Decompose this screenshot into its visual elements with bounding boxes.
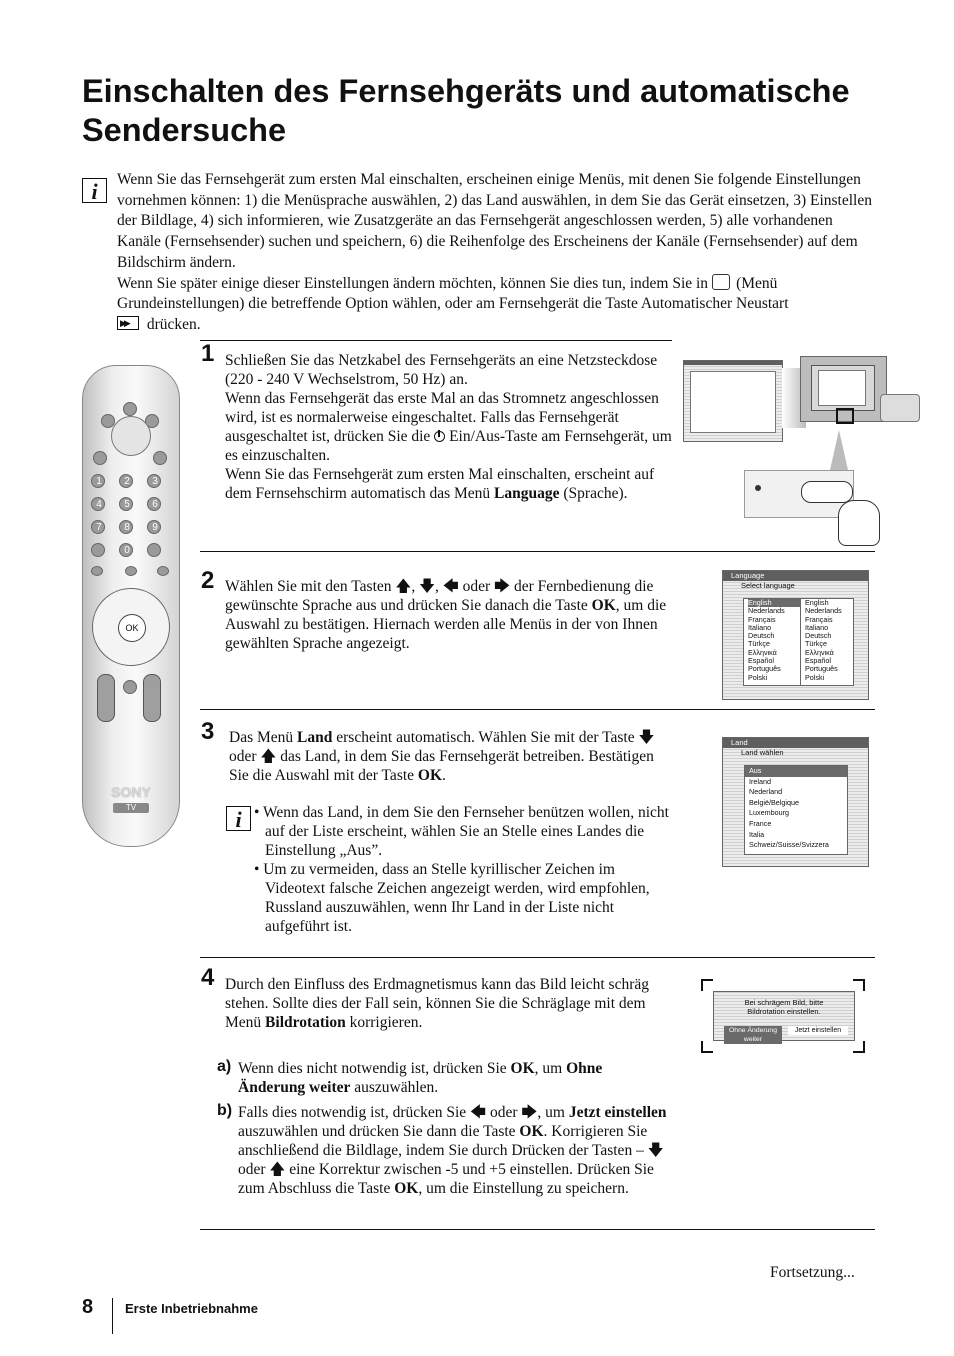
remote-ok-button: OK <box>118 614 146 642</box>
rotation-line-1: Bei schrägem Bild, bitte <box>744 998 824 1007</box>
language-item: Deutsch <box>748 631 775 641</box>
zoom-arrow-icon <box>830 430 848 470</box>
step-1-t2a: Wenn das Fernsehgerät das erste Mal an das Stromnetz angeschlossen wird, ist es normalerweise eingeschaltet. Falls das Fernsehgerät ausgeschaltet ist, drücken Sie die <box>225 390 659 445</box>
step-4a-text <box>238 1059 658 1097</box>
step-4b-8: , um die Einstellung zu speichern. <box>418 1180 629 1197</box>
language-menu-title: Language <box>723 571 868 581</box>
step-4b-text <box>238 1103 670 1198</box>
step-4b-ok2: OK <box>394 1180 419 1197</box>
footer-divider <box>112 1298 113 1334</box>
remote-volume-rocker <box>97 674 115 722</box>
step-2-t3: der Fernbedienung die gewünschte Sprache aus und drücken Sie danach die Taste <box>225 578 654 614</box>
land-item: België/Belgique <box>749 797 799 807</box>
step-1-t3a: Wenn Sie das Fernsehgerät zum ersten Mal einschalten, erscheint auf dem Fernsehschirm automatisch das Menü <box>225 466 655 502</box>
remote-tv-label: TV <box>113 803 149 813</box>
remote-number-key: 9 <box>147 520 161 534</box>
step-1-text <box>225 351 673 503</box>
arrow-down-icon: 🡇 <box>419 578 436 595</box>
step-4b-5: . Korrigieren Sie anschließend die Bildlage, indem Sie durch Drücken der Tasten – <box>238 1123 648 1159</box>
language-menu-subtitle: Select language <box>741 581 795 590</box>
land-menu-screen <box>722 737 869 867</box>
rotation-option-skip: Ohne Änderung weiter <box>724 1026 782 1044</box>
step-1-para-1: Schließen Sie das Netzkabel des Fernsehgeräts an eine Netzsteckdose (220 - 240 V Wechselstrom, 50 Hz) an. <box>225 352 658 388</box>
info-icon: i <box>82 178 107 203</box>
step-2-t1: Wählen Sie mit den Tasten <box>225 578 392 595</box>
language-item: Nederlands <box>748 606 785 616</box>
arrow-up-icon: 🡅 <box>269 1161 286 1178</box>
step-1-para-2 <box>225 389 673 465</box>
remote-number-key: 1 <box>91 474 105 488</box>
step-4b-7: eine Korrektur zwischen -5 und +5 einstellen. Drücken Sie zum Abschluss die Taste <box>238 1161 654 1197</box>
language-item: Français <box>748 614 776 624</box>
arrow-right-icon: 🡆 <box>521 1104 538 1121</box>
frame-corner <box>853 1041 865 1053</box>
info-icon: i <box>226 806 251 831</box>
remote-number-key: 7 <box>91 520 105 534</box>
arrow-left-icon: 🡄 <box>470 1104 487 1121</box>
step-4-text <box>225 975 673 1032</box>
remote-button <box>91 566 103 576</box>
step-4a-para <box>238 1059 658 1097</box>
section-name: Erste Inbetriebnahme <box>125 1301 258 1316</box>
page-title: Einschalten des Fernsehgeräts und automatische Sendersuche <box>82 73 850 148</box>
divider <box>200 1229 875 1230</box>
remote-button <box>123 680 137 694</box>
rotation-option-adjust: Jetzt einstellen <box>788 1026 848 1035</box>
step-4a-bold: Ohne Änderung weiter <box>238 1060 603 1096</box>
land-item: Luxembourg <box>749 808 789 818</box>
step-3-t5: . <box>442 767 446 784</box>
language-item: Español <box>748 656 774 666</box>
continued-note: Fortsetzung... <box>770 1264 855 1281</box>
language-item: Italiano <box>748 622 772 632</box>
land-menu-title: Land <box>723 738 868 748</box>
intro-p2b: (Menü Grundeinstellungen) die betreffende Option wählen, oder am Fernsehgerät die Taste Automatischer Neustart <box>117 274 789 313</box>
remote-button <box>147 543 161 557</box>
remote-button <box>153 451 167 465</box>
land-item: Italia <box>749 829 765 839</box>
power-icon <box>434 431 445 442</box>
language-item: Ελληνικά <box>805 647 834 657</box>
remote-button <box>93 451 107 465</box>
note-item: • Wenn das Land, in dem Sie den Fernseher benützen wollen, nicht auf der Liste erscheint, wählen Sie an Stelle eines Landes die Einstellung „Aus”. <box>254 804 669 859</box>
arrow-down-icon: 🡇 <box>638 729 655 746</box>
language-item: Nederlands <box>805 606 842 616</box>
step-4a-ok: OK <box>510 1060 535 1077</box>
land-item: Aus <box>745 766 847 777</box>
tv-screen <box>811 365 875 411</box>
remote-button <box>123 402 137 416</box>
frame-corner <box>701 1041 713 1053</box>
step-2-text <box>225 577 670 653</box>
rotation-menu-screen <box>713 991 855 1041</box>
step-2-t2: oder <box>462 578 491 595</box>
remote-button <box>91 543 105 557</box>
sony-logo: SONY <box>111 784 151 800</box>
tv-language-thumbnail <box>683 360 783 442</box>
remote-button <box>125 566 137 576</box>
intro-p2c: drücken. <box>146 315 201 333</box>
arrow-up-icon: 🡅 <box>260 748 277 765</box>
tv-front-panel <box>744 470 854 518</box>
step-3-notes <box>254 803 674 936</box>
divider <box>200 709 875 710</box>
step-4b-bold: Jetzt einstellen <box>568 1104 667 1121</box>
step-4b-1: Falls dies notwendig ist, drücken Sie <box>238 1104 467 1121</box>
remote-number-key: 0 <box>119 543 133 557</box>
language-item: Português <box>805 664 838 674</box>
step-3-t1: Das Menü <box>229 729 294 746</box>
step-1-para-3 <box>225 465 673 503</box>
step-4-rot: Bildrotation <box>265 1014 346 1031</box>
land-item: Nederland <box>749 787 783 797</box>
remote-teletext-ring <box>111 416 151 456</box>
intro-p2a: Wenn Sie später einige dieser Einstellungen ändern möchten, können Sie dies tun, indem Sie in <box>117 274 709 292</box>
step-4-t1: Durch den Einfluss des Erdmagnetismus kann das Bild leicht schräg stehen. Sollte dies der Fall sein, können Sie die Schräglage mit dem Menü <box>225 976 650 1031</box>
step-1-t3c: (Sprache). <box>563 485 628 502</box>
thumbnail-list <box>690 371 776 433</box>
frame-corner <box>853 979 865 991</box>
language-item: Italiano <box>805 622 829 632</box>
remote-number-key: 5 <box>119 497 133 511</box>
divider <box>200 340 672 341</box>
step-4b-6: oder <box>238 1161 266 1178</box>
language-item: Português <box>748 664 781 674</box>
language-item: Türkçe <box>748 639 770 649</box>
language-list-left <box>743 598 804 686</box>
step-4b-2: oder <box>489 1104 518 1121</box>
step-4b-ok: OK <box>519 1123 544 1140</box>
remote-number-key: 4 <box>91 497 105 511</box>
language-item: English <box>748 599 803 607</box>
sub-step-b-label: b) <box>217 1102 233 1119</box>
remote-program-rocker <box>143 674 161 722</box>
language-item: Ελληνικά <box>748 647 777 657</box>
step-number-4: 4 <box>201 964 215 991</box>
step-4a-1: Wenn dies nicht notwendig ist, drücken Sie <box>238 1060 507 1077</box>
settings-icon <box>712 274 730 290</box>
step-2-ok: OK <box>591 597 616 614</box>
language-item: Deutsch <box>805 631 832 641</box>
step-1-language: Language <box>494 485 560 502</box>
step-2-para: Wählen Sie mit den Tasten 🡅, 🡇, 🡄 oder 🡆 der Fernbedienung die gewünschte Sprache aus und drücken Sie danach die Taste OK, um die Auswahl zu bestätigen. Hiernach werden alle Menüs in der von Ihnen gewählten Sprache angezeigt. <box>225 578 667 652</box>
arrow-down-icon: 🡇 <box>647 1142 664 1159</box>
arrow-right-icon: 🡆 <box>494 578 511 595</box>
step-3-ok: OK <box>417 767 443 784</box>
land-menu-subtitle: Land wählen <box>741 748 784 757</box>
land-item: France <box>749 818 772 828</box>
frame-corner <box>701 979 713 991</box>
language-item: English <box>805 598 829 607</box>
step-number-3: 3 <box>201 718 215 745</box>
intro-paragraph-2 <box>117 274 877 336</box>
step-number-2: 2 <box>201 567 215 594</box>
language-menu-screen <box>722 570 869 700</box>
land-list <box>744 765 848 855</box>
remote-number-key: 6 <box>147 497 161 511</box>
language-list-right <box>800 598 854 686</box>
page-number: 8 <box>82 1296 94 1318</box>
step-4a-3: auszuwählen. <box>354 1079 439 1096</box>
step-number-1: 1 <box>201 340 215 367</box>
step-4b-4: auszuwählen und drücken Sie dann die Taste <box>238 1123 516 1140</box>
remote-number-key: 3 <box>147 474 161 488</box>
sub-step-a-label: a) <box>217 1058 232 1075</box>
language-item: Türkçe <box>805 639 827 649</box>
divider <box>200 551 875 552</box>
step-3-t2: erscheint automatisch. Wählen Sie mit der Taste <box>336 729 635 746</box>
power-button-marker <box>836 408 854 424</box>
remote-number-key: 2 <box>119 474 133 488</box>
language-item: Español <box>805 656 831 666</box>
arrow-up-icon: 🡅 <box>395 578 412 595</box>
land-item: Ireland <box>749 776 771 786</box>
rotation-line-2: Bildrotation einstellen. <box>747 1007 821 1016</box>
thumbnail-bar <box>684 361 782 365</box>
step-1-t2b: Ein/Aus-Taste am Fernsehgerät, um es einzuschalten. <box>225 428 672 464</box>
rotation-screen-frame <box>701 979 865 1053</box>
step-4a-2: , um <box>534 1060 563 1077</box>
arrow-left-icon: 🡄 <box>442 578 459 595</box>
step-4-para <box>225 975 673 1032</box>
language-item: Polski <box>805 672 825 682</box>
remote-number-key: 8 <box>119 520 133 534</box>
language-item: Français <box>805 614 833 624</box>
step-4b-3: , um <box>537 1104 565 1121</box>
step-3-land: Land <box>297 729 333 746</box>
tv-screen-menu <box>818 370 866 406</box>
step-3-para <box>229 728 671 785</box>
standby-led <box>755 485 761 491</box>
remote-dpad <box>92 588 170 666</box>
language-item: Polski <box>748 672 768 682</box>
remote-button <box>157 566 169 576</box>
step-4-t2: korrigieren. <box>349 1014 423 1031</box>
intro-text <box>117 170 877 336</box>
wall-socket-icon <box>880 394 920 422</box>
auto-restart-icon <box>117 316 139 330</box>
step-4b-para <box>238 1103 670 1198</box>
step-3-t4: das Land, in dem Sie das Fernsehgerät betreiben. Bestätigen Sie die Auswahl mit der Taste <box>229 748 654 784</box>
land-item: Schweiz/Suisse/Svizzera <box>749 840 829 850</box>
tv-power-switch <box>801 481 853 503</box>
hand-pressing-icon <box>838 500 880 546</box>
divider <box>200 957 875 958</box>
intro-paragraph-1: Wenn Sie das Fernsehgerät zum ersten Mal einschalten, erscheinen einige Menüs, mit denen Sie folgende Einstellungen vornehmen können: 1) die Menüsprache auswählen, 2) das Land auswählen, in dem Sie das Gerät einsetzen, 3) Einstellen der Bildlage, 4) sich informieren, wie Zusatzgeräte an das Fernsehgerät angeschlossen werden, 5) alle vorhandenen Kanäle (Fernsehsender) suchen und speichern, 6) die Reihenfolge des Erscheinens der Kanäle (Fernsehsender) auf dem Bildschirm ändern. <box>117 171 872 271</box>
note-item: • Um zu vermeiden, dass an Stelle kyrillischer Zeichen im Videotext falsche Zeichen angezeigt werden, wird empfohlen, Russland auszuwählen, wenn Ihr Land in der Liste nicht aufgeführt ist. <box>254 861 650 935</box>
step-2-t4: , um die Auswahl zu bestätigen. Hiernach werden alle Menüs in der von Ihnen gewählten Sprache angezeigt. <box>225 597 667 652</box>
step-3-text <box>229 728 671 785</box>
step-3-t3: oder <box>229 748 257 765</box>
remote-control-image <box>82 365 180 847</box>
